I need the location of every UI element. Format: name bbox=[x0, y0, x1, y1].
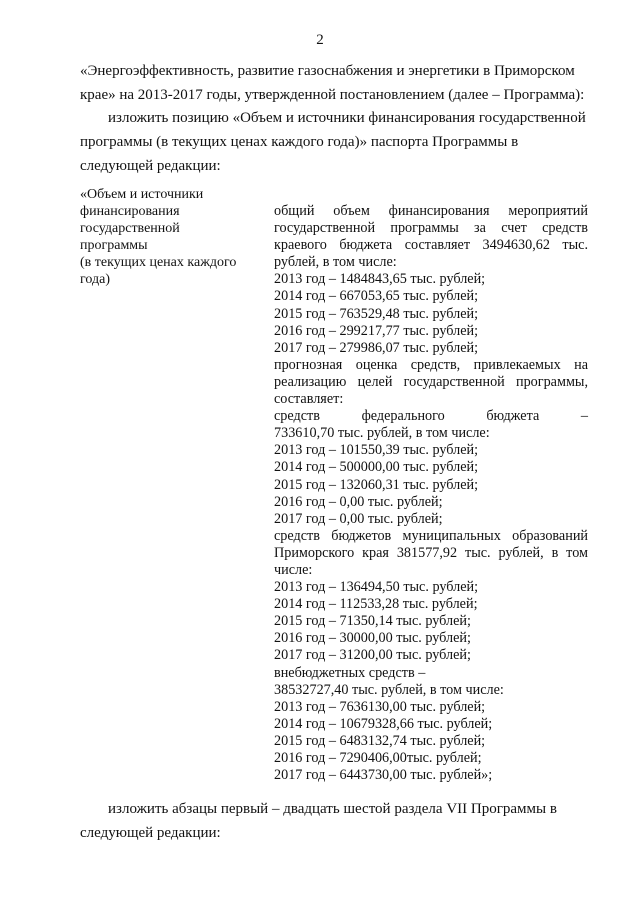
passport-label-line: финансирования bbox=[80, 204, 180, 219]
federal-label-word: – bbox=[580, 408, 588, 425]
regional-year-row: 2013 год – 1484843,65 тыс. рублей; bbox=[274, 271, 486, 288]
passport-label-line: государственной bbox=[80, 221, 180, 236]
extrabudget-year-row: 2014 год – 10679328,66 тыс. рублей; bbox=[274, 715, 493, 732]
municipal-year-row: 2013 год – 136494,50 тыс. рублей; bbox=[274, 579, 479, 596]
regional-year-row: 2017 год – 279986,07 тыс. рублей; bbox=[274, 339, 479, 356]
federal-budget-total: 733610,70 тыс. рублей, в том числе: bbox=[274, 425, 490, 442]
federal-label-word: бюджета bbox=[486, 408, 540, 425]
passport-item-label bbox=[80, 186, 260, 288]
federal-label-word: федерального bbox=[361, 408, 445, 425]
instruction-line: следующей редакции: bbox=[80, 825, 221, 841]
municipal-year-row: 2014 год – 112533,28 тыс. рублей; bbox=[274, 596, 478, 613]
regional-year-row: 2014 год – 667053,65 тыс. рублей; bbox=[274, 288, 479, 305]
passport-label-line: «Объем и источники bbox=[80, 187, 204, 202]
extrabudget-year-row: 2017 год – 6443730,00 тыс. рублей»; bbox=[274, 767, 493, 784]
passport-label-line: программы bbox=[80, 238, 148, 253]
extrabudget-year-row: 2016 год – 7290406,00тыс. рублей; bbox=[274, 750, 482, 766]
federal-year-row: 2017 год – 0,00 тыс. рублей; bbox=[274, 510, 443, 527]
federal-label-word: средств bbox=[274, 408, 320, 425]
instruction-line: следующей редакции: bbox=[80, 158, 221, 174]
federal-year-row: 2016 год – 0,00 тыс. рублей; bbox=[274, 493, 443, 510]
municipal-budget-total: средств бюджетов муниципальных образований Приморского края 381577,92 тыс. рублей, в том числе: bbox=[274, 527, 588, 578]
municipal-year-row: 2016 год – 30000,00 тыс. рублей; bbox=[274, 630, 471, 647]
extrabudget-year-row: 2015 год – 6483132,74 тыс. рублей; bbox=[274, 732, 486, 749]
extrabudget-total: 38532727,40 тыс. рублей, в том числе: bbox=[274, 681, 504, 698]
regional-year-row: 2015 год – 763529,48 тыс. рублей; bbox=[274, 305, 479, 322]
federal-year-row: 2014 год – 500000,00 тыс. рублей; bbox=[274, 459, 479, 476]
instruction-paragraph-1 bbox=[80, 106, 588, 178]
instruction-line: программы (в текущих ценах каждого года)» паспорта Программы в bbox=[80, 134, 519, 150]
municipal-year-row: 2015 год – 71350,14 тыс. рублей; bbox=[274, 613, 471, 630]
intro-paragraph bbox=[80, 59, 588, 107]
federal-budget-label bbox=[274, 408, 588, 425]
federal-year-row: 2015 год – 132060,31 тыс. рублей; bbox=[274, 476, 479, 493]
instruction-line: изложить абзацы первый – двадцать шестой раздела VII Программы в bbox=[108, 801, 557, 817]
extrabudget-label: внебюджетных средств – bbox=[274, 664, 426, 681]
instruction-paragraph-2 bbox=[80, 797, 588, 845]
regional-budget-total: общий объем финансирования мероприятий государственной программы за счет средств краевого бюджета составляет 3494630,62 тыс. рублей, в том числе: bbox=[274, 203, 588, 271]
federal-year-row: 2013 год – 101550,39 тыс. рублей; bbox=[274, 442, 479, 459]
page-number: 2 bbox=[316, 32, 324, 48]
regional-year-row: 2016 год – 299217,77 тыс. рублей; bbox=[274, 322, 479, 339]
passport-label-line: (в текущих ценах каждого bbox=[80, 255, 237, 270]
passport-item-value bbox=[274, 203, 588, 784]
forecast-text: прогнозная оценка средств, привлекаемых на реализацию целей государственной программы, составляет: bbox=[274, 356, 588, 408]
passport-label-line: года) bbox=[80, 272, 110, 287]
extrabudget-year-row: 2013 год – 7636130,00 тыс. рублей; bbox=[274, 698, 486, 715]
intro-line: крае» на 2013-2017 годы, утвержденной постановлением (далее – Программа): bbox=[80, 87, 585, 103]
intro-line: «Энергоэффективность, развитие газоснабжения и энергетики в Приморском bbox=[80, 63, 575, 79]
instruction-line: изложить позицию «Объем и источники финансирования государственной bbox=[108, 110, 586, 126]
municipal-year-row: 2017 год – 31200,00 тыс. рублей; bbox=[274, 647, 471, 664]
